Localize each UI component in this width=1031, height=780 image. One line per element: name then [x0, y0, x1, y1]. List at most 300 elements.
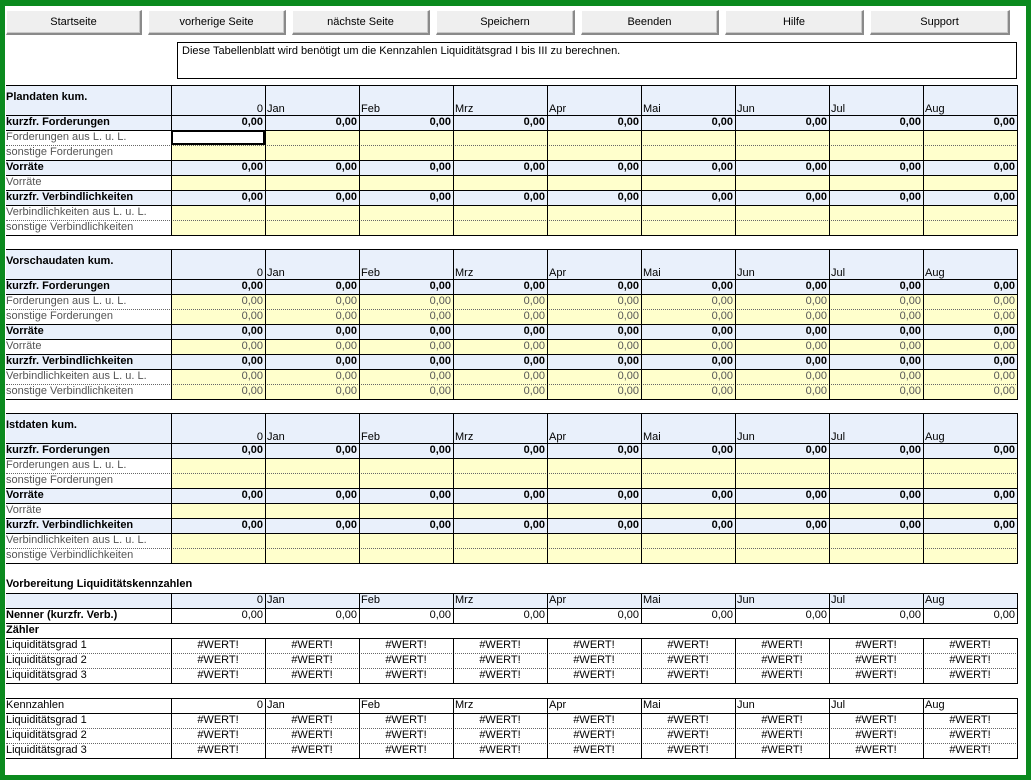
value-cell[interactable]: 0,00: [429, 325, 451, 337]
value-cell[interactable]: 0,00: [241, 444, 263, 456]
value-cell[interactable]: 0,00: [617, 280, 639, 292]
value-cell[interactable]: 0,00: [335, 444, 357, 456]
value-cell[interactable]: #WERT!: [855, 654, 897, 666]
value-cell[interactable]: [735, 130, 829, 145]
value-cell[interactable]: 0,00: [241, 191, 263, 203]
value-cell[interactable]: 0,00: [899, 489, 921, 501]
value-cell[interactable]: 0,00: [805, 116, 827, 128]
value-cell[interactable]: [359, 220, 453, 235]
value-cell[interactable]: [453, 473, 547, 488]
value-cell[interactable]: 0,00: [617, 355, 639, 367]
value-cell[interactable]: [829, 145, 923, 160]
value-cell[interactable]: #WERT!: [761, 729, 803, 741]
value-cell[interactable]: 0,00: [805, 161, 827, 173]
value-cell[interactable]: #WERT!: [573, 714, 615, 726]
value-cell[interactable]: #WERT!: [949, 714, 991, 726]
value-cell[interactable]: 0,00: [241, 519, 263, 531]
value-cell[interactable]: 0,00: [805, 519, 827, 531]
value-cell[interactable]: [923, 205, 1017, 220]
value-cell[interactable]: #WERT!: [197, 729, 239, 741]
table-row: [6, 384, 1018, 399]
value-cell[interactable]: [641, 458, 735, 473]
grid-line: [641, 443, 642, 563]
value-cell[interactable]: [923, 548, 1017, 563]
value-cell[interactable]: 0,00: [993, 116, 1015, 128]
value-cell[interactable]: 0,00: [993, 519, 1015, 531]
value-cell[interactable]: [265, 220, 359, 235]
value-cell[interactable]: 0,00: [923, 294, 1017, 309]
value-cell[interactable]: #WERT!: [291, 744, 333, 756]
value-cell[interactable]: 0,00: [547, 339, 641, 354]
value-cell[interactable]: 0,00: [265, 309, 359, 324]
value-cell[interactable]: #WERT!: [761, 639, 803, 651]
value-cell[interactable]: [359, 533, 453, 548]
value-cell[interactable]: 0,00: [429, 280, 451, 292]
value-cell[interactable]: [735, 220, 829, 235]
value-cell[interactable]: [359, 205, 453, 220]
grid-line: [171, 593, 172, 623]
value-cell[interactable]: 0,00: [805, 444, 827, 456]
value-cell[interactable]: 0,00: [735, 369, 829, 384]
value-cell[interactable]: [265, 548, 359, 563]
value-cell[interactable]: 0,00: [335, 161, 357, 173]
row-label: sonstige Forderungen: [6, 146, 114, 158]
value-cell[interactable]: [547, 205, 641, 220]
value-cell[interactable]: 0,00: [359, 384, 453, 399]
value-cell[interactable]: 0,00: [923, 369, 1017, 384]
value-cell[interactable]: [547, 548, 641, 563]
value-cell[interactable]: [171, 205, 265, 220]
value-cell[interactable]: 0,00: [335, 191, 357, 203]
toolbar-button-speichern[interactable]: Speichern: [436, 10, 575, 35]
value-cell[interactable]: #WERT!: [855, 714, 897, 726]
value-cell[interactable]: [735, 473, 829, 488]
value-cell[interactable]: 0,00: [171, 384, 265, 399]
value-cell[interactable]: 0,00: [359, 309, 453, 324]
value-cell[interactable]: [171, 145, 265, 160]
value-cell[interactable]: #WERT!: [385, 744, 427, 756]
value-cell[interactable]: [829, 533, 923, 548]
value-cell[interactable]: [735, 548, 829, 563]
value-cell[interactable]: 0,00: [993, 444, 1015, 456]
value-cell[interactable]: [265, 205, 359, 220]
value-cell[interactable]: 0,00: [993, 489, 1015, 501]
column-header-apr: Apr: [549, 431, 567, 443]
value-cell[interactable]: 0,00: [265, 369, 359, 384]
value-cell[interactable]: [171, 220, 265, 235]
grid-line: [359, 638, 360, 683]
value-cell[interactable]: [641, 473, 735, 488]
value-cell[interactable]: 0,00: [429, 519, 451, 531]
value-cell[interactable]: 0,00: [735, 339, 829, 354]
value-cell[interactable]: [735, 458, 829, 473]
value-cell[interactable]: [453, 130, 547, 145]
value-cell[interactable]: [359, 145, 453, 160]
value-cell[interactable]: 0,00: [453, 369, 547, 384]
value-cell[interactable]: #WERT!: [573, 744, 615, 756]
value-cell[interactable]: #WERT!: [291, 654, 333, 666]
value-cell[interactable]: 0,00: [711, 161, 733, 173]
value-cell[interactable]: 0,00: [335, 489, 357, 501]
value-cell[interactable]: #WERT!: [761, 669, 803, 681]
value-cell[interactable]: [547, 533, 641, 548]
value-cell[interactable]: 0,00: [547, 294, 641, 309]
value-cell[interactable]: 0,00: [359, 369, 453, 384]
value-cell[interactable]: #WERT!: [949, 654, 991, 666]
value-cell[interactable]: 0,00: [335, 609, 357, 621]
value-cell[interactable]: #WERT!: [385, 639, 427, 651]
value-cell[interactable]: 0,00: [805, 191, 827, 203]
value-cell[interactable]: 0,00: [829, 369, 923, 384]
value-cell[interactable]: [453, 458, 547, 473]
value-cell[interactable]: [829, 205, 923, 220]
value-cell[interactable]: 0,00: [641, 384, 735, 399]
value-cell[interactable]: [171, 175, 265, 190]
toolbar-button-beenden[interactable]: Beenden: [581, 10, 719, 35]
value-cell[interactable]: 0,00: [547, 309, 641, 324]
value-cell[interactable]: [641, 145, 735, 160]
value-cell[interactable]: [923, 175, 1017, 190]
value-cell[interactable]: 0,00: [923, 309, 1017, 324]
value-cell[interactable]: [453, 548, 547, 563]
value-cell[interactable]: #WERT!: [761, 714, 803, 726]
value-cell[interactable]: #WERT!: [855, 729, 897, 741]
value-cell[interactable]: [735, 175, 829, 190]
value-cell[interactable]: 0,00: [805, 489, 827, 501]
value-cell[interactable]: 0,00: [335, 325, 357, 337]
value-cell[interactable]: [829, 503, 923, 518]
value-cell[interactable]: #WERT!: [855, 639, 897, 651]
value-cell[interactable]: [547, 473, 641, 488]
value-cell[interactable]: #WERT!: [197, 654, 239, 666]
value-cell[interactable]: [735, 533, 829, 548]
value-cell[interactable]: #WERT!: [949, 639, 991, 651]
value-cell[interactable]: [359, 503, 453, 518]
value-cell[interactable]: 0,00: [711, 116, 733, 128]
value-cell[interactable]: [829, 548, 923, 563]
value-cell[interactable]: 0,00: [829, 309, 923, 324]
value-cell[interactable]: #WERT!: [291, 729, 333, 741]
value-cell[interactable]: #WERT!: [479, 744, 521, 756]
value-cell[interactable]: [923, 220, 1017, 235]
value-cell[interactable]: #WERT!: [291, 639, 333, 651]
value-cell[interactable]: 0,00: [711, 519, 733, 531]
value-cell[interactable]: 0,00: [617, 489, 639, 501]
value-cell[interactable]: [453, 503, 547, 518]
value-cell[interactable]: 0,00: [429, 116, 451, 128]
value-cell[interactable]: #WERT!: [385, 654, 427, 666]
value-cell[interactable]: 0,00: [523, 191, 545, 203]
value-cell[interactable]: [265, 473, 359, 488]
value-cell[interactable]: 0,00: [805, 355, 827, 367]
toolbar-button-support[interactable]: Support: [870, 10, 1010, 35]
value-cell[interactable]: 0,00: [429, 355, 451, 367]
value-cell[interactable]: 0,00: [617, 609, 639, 621]
value-cell[interactable]: [923, 473, 1017, 488]
value-cell[interactable]: 0,00: [171, 294, 265, 309]
value-cell[interactable]: 0,00: [171, 309, 265, 324]
value-cell[interactable]: [359, 548, 453, 563]
value-cell[interactable]: [735, 503, 829, 518]
value-cell[interactable]: 0,00: [829, 384, 923, 399]
value-cell[interactable]: 0,00: [171, 369, 265, 384]
value-cell[interactable]: [171, 533, 265, 548]
value-cell[interactable]: 0,00: [899, 355, 921, 367]
value-cell[interactable]: #WERT!: [761, 654, 803, 666]
value-cell[interactable]: [923, 130, 1017, 145]
value-cell[interactable]: [547, 503, 641, 518]
value-cell[interactable]: [923, 503, 1017, 518]
value-cell[interactable]: #WERT!: [667, 654, 709, 666]
value-cell[interactable]: #WERT!: [479, 654, 521, 666]
value-cell[interactable]: [829, 175, 923, 190]
value-cell[interactable]: 0,00: [453, 309, 547, 324]
value-cell[interactable]: [359, 458, 453, 473]
value-cell[interactable]: #WERT!: [385, 669, 427, 681]
value-cell[interactable]: [829, 473, 923, 488]
value-cell[interactable]: #WERT!: [855, 669, 897, 681]
value-cell[interactable]: 0,00: [453, 384, 547, 399]
value-cell[interactable]: 0,00: [523, 280, 545, 292]
value-cell[interactable]: 0,00: [335, 355, 357, 367]
value-cell[interactable]: 0,00: [335, 116, 357, 128]
value-cell[interactable]: 0,00: [735, 294, 829, 309]
value-cell[interactable]: 0,00: [241, 489, 263, 501]
value-cell[interactable]: 0,00: [241, 355, 263, 367]
value-cell[interactable]: 0,00: [617, 325, 639, 337]
value-cell[interactable]: 0,00: [429, 191, 451, 203]
value-cell[interactable]: 0,00: [641, 309, 735, 324]
value-cell[interactable]: [453, 205, 547, 220]
grid-line: [359, 249, 360, 279]
value-cell[interactable]: 0,00: [829, 294, 923, 309]
value-cell[interactable]: [265, 458, 359, 473]
value-cell[interactable]: [547, 220, 641, 235]
value-cell[interactable]: #WERT!: [667, 729, 709, 741]
value-cell[interactable]: #WERT!: [949, 669, 991, 681]
value-cell[interactable]: #WERT!: [667, 669, 709, 681]
value-cell[interactable]: 0,00: [617, 191, 639, 203]
value-cell[interactable]: [171, 548, 265, 563]
value-cell[interactable]: [641, 220, 735, 235]
value-cell[interactable]: #WERT!: [855, 744, 897, 756]
value-cell[interactable]: [641, 130, 735, 145]
value-cell[interactable]: #WERT!: [573, 639, 615, 651]
grid-line: [265, 443, 266, 563]
value-cell[interactable]: 0,00: [641, 339, 735, 354]
value-cell[interactable]: [547, 145, 641, 160]
value-cell[interactable]: [735, 205, 829, 220]
value-cell[interactable]: #WERT!: [573, 729, 615, 741]
value-cell[interactable]: 0,00: [335, 280, 357, 292]
value-cell[interactable]: 0,00: [641, 294, 735, 309]
value-cell[interactable]: #WERT!: [479, 729, 521, 741]
value-cell[interactable]: [265, 503, 359, 518]
value-cell[interactable]: [359, 175, 453, 190]
value-cell[interactable]: 0,00: [641, 369, 735, 384]
value-cell[interactable]: 0,00: [735, 309, 829, 324]
value-cell[interactable]: 0,00: [993, 161, 1015, 173]
value-cell[interactable]: 0,00: [923, 339, 1017, 354]
value-cell[interactable]: 0,00: [523, 609, 545, 621]
value-cell[interactable]: 0,00: [711, 444, 733, 456]
value-cell[interactable]: 0,00: [547, 369, 641, 384]
value-cell[interactable]: [829, 220, 923, 235]
value-cell[interactable]: 0,00: [429, 444, 451, 456]
value-cell[interactable]: #WERT!: [385, 729, 427, 741]
value-cell[interactable]: #WERT!: [949, 729, 991, 741]
value-cell[interactable]: [453, 220, 547, 235]
value-cell[interactable]: [923, 458, 1017, 473]
value-cell[interactable]: 0,00: [523, 489, 545, 501]
value-cell[interactable]: 0,00: [993, 355, 1015, 367]
value-cell[interactable]: #WERT!: [291, 714, 333, 726]
value-cell[interactable]: 0,00: [899, 280, 921, 292]
value-cell[interactable]: [453, 175, 547, 190]
toolbar-button-vorherige-seite[interactable]: vorherige Seite: [148, 10, 286, 35]
value-cell[interactable]: [453, 533, 547, 548]
value-cell[interactable]: #WERT!: [667, 744, 709, 756]
value-cell[interactable]: [453, 145, 547, 160]
value-cell[interactable]: 0,00: [899, 325, 921, 337]
value-cell[interactable]: 0,00: [523, 355, 545, 367]
value-cell[interactable]: 0,00: [899, 161, 921, 173]
value-cell[interactable]: [171, 458, 265, 473]
value-cell[interactable]: 0,00: [805, 325, 827, 337]
value-cell[interactable]: 0,00: [711, 609, 733, 621]
value-cell[interactable]: 0,00: [711, 191, 733, 203]
value-cell[interactable]: #WERT!: [667, 714, 709, 726]
value-cell[interactable]: 0,00: [523, 161, 545, 173]
toolbar-button-nächste-seite[interactable]: nächste Seite: [292, 10, 430, 35]
value-cell[interactable]: 0,00: [523, 444, 545, 456]
value-cell[interactable]: #WERT!: [667, 639, 709, 651]
value-cell[interactable]: 0,00: [453, 339, 547, 354]
toolbar-button-hilfe[interactable]: Hilfe: [725, 10, 864, 35]
value-cell[interactable]: 0,00: [617, 161, 639, 173]
value-cell[interactable]: [265, 533, 359, 548]
value-cell[interactable]: 0,00: [241, 325, 263, 337]
value-cell[interactable]: [171, 473, 265, 488]
value-cell[interactable]: 0,00: [899, 444, 921, 456]
grid-line: [641, 698, 642, 758]
value-cell[interactable]: [171, 130, 265, 145]
value-cell[interactable]: 0,00: [359, 294, 453, 309]
value-cell[interactable]: [923, 533, 1017, 548]
value-cell[interactable]: 0,00: [359, 339, 453, 354]
value-cell[interactable]: #WERT!: [479, 714, 521, 726]
value-cell[interactable]: [547, 130, 641, 145]
value-cell[interactable]: #WERT!: [949, 744, 991, 756]
value-cell[interactable]: #WERT!: [291, 669, 333, 681]
value-cell[interactable]: 0,00: [429, 161, 451, 173]
value-cell[interactable]: 0,00: [899, 116, 921, 128]
value-cell[interactable]: 0,00: [171, 339, 265, 354]
value-cell[interactable]: [641, 548, 735, 563]
value-cell[interactable]: [641, 175, 735, 190]
value-cell[interactable]: #WERT!: [197, 714, 239, 726]
grid-line: [641, 115, 642, 235]
value-cell[interactable]: 0,00: [617, 444, 639, 456]
value-cell[interactable]: 0,00: [547, 384, 641, 399]
value-cell[interactable]: [829, 458, 923, 473]
value-cell[interactable]: 0,00: [429, 609, 451, 621]
value-cell[interactable]: 0,00: [241, 116, 263, 128]
value-cell[interactable]: 0,00: [993, 325, 1015, 337]
value-cell[interactable]: [735, 145, 829, 160]
value-cell[interactable]: [641, 503, 735, 518]
column-header-mrz: Mrz: [455, 103, 474, 115]
value-cell[interactable]: [641, 533, 735, 548]
value-cell[interactable]: 0,00: [617, 519, 639, 531]
value-cell[interactable]: 0,00: [265, 384, 359, 399]
grid-line: [641, 85, 642, 115]
grid-line: [829, 115, 830, 235]
value-cell[interactable]: 0,00: [829, 339, 923, 354]
value-cell[interactable]: 0,00: [265, 294, 359, 309]
value-cell[interactable]: 0,00: [523, 519, 545, 531]
value-cell[interactable]: 0,00: [241, 280, 263, 292]
value-cell[interactable]: 0,00: [923, 384, 1017, 399]
value-cell[interactable]: 0,00: [711, 325, 733, 337]
value-cell[interactable]: #WERT!: [479, 639, 521, 651]
value-cell[interactable]: [923, 145, 1017, 160]
value-cell[interactable]: 0,00: [899, 191, 921, 203]
value-cell[interactable]: [265, 175, 359, 190]
value-cell[interactable]: #WERT!: [573, 669, 615, 681]
value-cell[interactable]: #WERT!: [385, 714, 427, 726]
value-cell[interactable]: 0,00: [993, 280, 1015, 292]
value-cell[interactable]: [359, 130, 453, 145]
value-cell[interactable]: [547, 175, 641, 190]
value-cell[interactable]: [641, 205, 735, 220]
value-cell[interactable]: [547, 458, 641, 473]
value-cell[interactable]: #WERT!: [573, 654, 615, 666]
value-cell[interactable]: 0,00: [711, 355, 733, 367]
value-cell[interactable]: 0,00: [453, 294, 547, 309]
value-cell[interactable]: 0,00: [711, 280, 733, 292]
value-cell[interactable]: #WERT!: [761, 744, 803, 756]
value-cell[interactable]: 0,00: [523, 116, 545, 128]
value-cell[interactable]: [171, 503, 265, 518]
value-cell[interactable]: #WERT!: [479, 669, 521, 681]
value-cell[interactable]: #WERT!: [197, 744, 239, 756]
value-cell[interactable]: 0,00: [241, 609, 263, 621]
value-cell[interactable]: 0,00: [265, 339, 359, 354]
value-cell[interactable]: 0,00: [241, 161, 263, 173]
value-cell[interactable]: 0,00: [617, 116, 639, 128]
value-cell[interactable]: #WERT!: [197, 639, 239, 651]
month-header-row: [6, 85, 1018, 115]
value-cell[interactable]: 0,00: [523, 325, 545, 337]
value-cell[interactable]: 0,00: [805, 609, 827, 621]
value-cell[interactable]: [359, 473, 453, 488]
value-cell[interactable]: 0,00: [335, 519, 357, 531]
value-cell[interactable]: 0,00: [711, 489, 733, 501]
value-cell[interactable]: [265, 145, 359, 160]
value-cell[interactable]: 0,00: [899, 609, 921, 621]
value-cell[interactable]: 0,00: [993, 609, 1015, 621]
value-cell[interactable]: 0,00: [735, 384, 829, 399]
value-cell[interactable]: 0,00: [899, 519, 921, 531]
value-cell[interactable]: 0,00: [429, 489, 451, 501]
value-cell[interactable]: #WERT!: [197, 669, 239, 681]
toolbar-button-startseite[interactable]: Startseite: [6, 10, 142, 35]
value-cell[interactable]: [265, 130, 359, 145]
value-cell[interactable]: [829, 130, 923, 145]
value-cell[interactable]: 0,00: [805, 280, 827, 292]
value-cell[interactable]: 0,00: [993, 191, 1015, 203]
